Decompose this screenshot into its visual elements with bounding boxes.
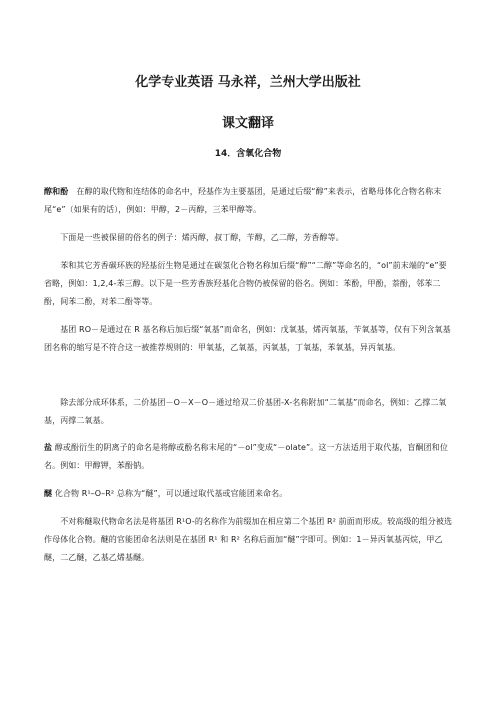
paragraph-text: 在醇的取代物和连结体的命名中，羟基作为主要基团，是通过后缀“醇”来表示，省略母体化合物名称末尾“e”（如果有的话），例如：甲醇，2－丙醇，三苯甲醇等。 <box>44 187 442 214</box>
paragraph-text: 基团 RO－是通过在 R 基名称后加后缀“氧基”而命名，例如：戊氧基，烯丙氧基，苄氧基等，仅有下列含氧基团名称的缩写是不符合这一被推荐规则的：甲氧基，乙氧基，丙氧基，丁氧基，苯氧基，异丙氧基。 <box>44 325 451 352</box>
paragraph-text: 下面是一些被保留的俗名的例子：烯丙醇，叔丁醇，苄醇，乙二醇，芳香醇等。 <box>44 233 344 242</box>
paragraph-lead: 醇和酚 <box>44 187 69 196</box>
paragraph-ether-nomenclature <box>44 513 454 567</box>
document-title: 化学专业英语 马永祥，兰州大学出版社 <box>135 75 361 90</box>
paragraph-lead: 醚 <box>44 489 53 498</box>
paragraph-text: 苯和其它芳香碳环族的羟基衍生物是通过在碳氢化合物名称加后缀“醇”“二醇”等命名的，“ol”前末端的“e”要省略，例如：1,2,4-苯三醇。以下是一些芳香族羟基化合物仍被保留的俗名。例如：苯酚，甲酚，萘酚，邻苯二酚，间苯二酚，对苯二酚等等。 <box>44 261 447 306</box>
paragraph-trivial-names <box>44 229 454 247</box>
paragraph-lead: 盐 <box>44 443 53 452</box>
paragraph-aromatic-hydroxy <box>44 257 454 311</box>
paragraph-divalent-groups <box>44 394 454 430</box>
document-subtitle: 课文翻译 <box>221 116 274 131</box>
paragraph-text: 不对称醚取代物命名法是将基团 R¹O-的名称作为前缀加在相应第二个基团 R² 前面而形成。较高级的组分被选作母体化合物。醚的官能团命名法则是在基团 R¹ 和 R² 名称后面加“醚”字即可。例如：1－异丙氧基丙烷，甲乙醚，二乙醚，乙基乙烯基醚。 <box>44 517 453 562</box>
paragraph-text: 化合物 R¹–O–R² 总称为“醚”，可以通过取代基或官能团来命名。 <box>52 489 288 498</box>
paragraph-salts <box>44 439 454 475</box>
paragraph-ethers <box>44 485 454 503</box>
paragraph-text: 醇或酚衍生的阴离子的命名是将醇或酚名称末尾的“－ol”变成“－olate”。这一方法适用于取代基，盲酮团和位名。例如：甲醇钾，苯酚钠。 <box>44 443 448 470</box>
paragraph-ro-groups <box>44 321 454 357</box>
section-heading: 14．含氧化合物 <box>214 149 282 159</box>
paragraph-alcohols-phenols <box>44 183 454 219</box>
paragraph-text: 除去部分成环体系，二价基团－O－X－O－通过给双二价基团-X-名称附加“二氧基”而命名，例如：乙撑二氧基，丙撑二氧基。 <box>44 398 447 425</box>
